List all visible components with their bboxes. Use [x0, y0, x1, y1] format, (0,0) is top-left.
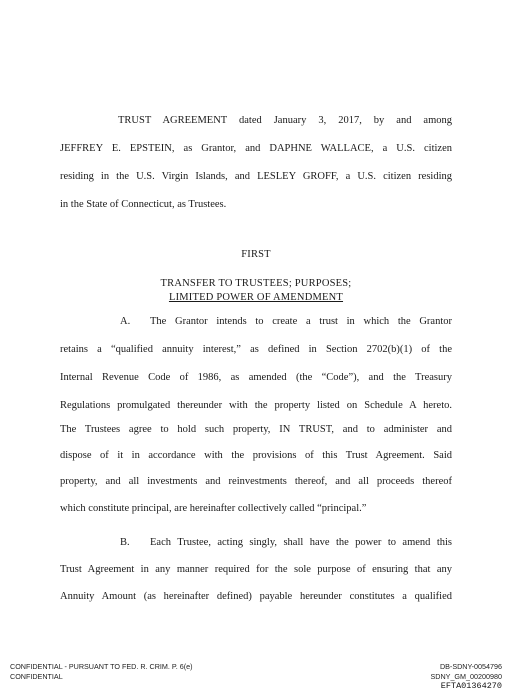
footer-right-line-2: SDNY_GM_00200980 [430, 672, 502, 681]
section-b-line-1: Each Trustee, acting singly, shall have the power to amend this [150, 537, 452, 548]
section-a-line-6: dispose of it in accordance with the provisions of this Trust Agreement. Said [60, 450, 452, 461]
section-a-line-2: retains a “qualified annuity interest,” as defined in Section 2702(b)(1) of the [60, 344, 452, 355]
preamble-line-4: in the State of Connecticut, as Trustees. [60, 199, 227, 210]
preamble-line-1: TRUST AGREEMENT dated January 3, 2017, by and among [118, 115, 452, 126]
article-title-line-2-text: LIMITED POWER OF AMENDMENT [168, 292, 344, 303]
footer-left-line-1: CONFIDENTIAL - PURSUANT TO FED. R. CRIM. P. 6(e) [10, 662, 193, 671]
section-b-line-3: Annuity Amount (as hereinafter defined) payable hereunder constitutes a qualified [60, 591, 452, 602]
section-a-line-7: property, and all investments and reinvestments thereof, and all proceeds thereof [60, 476, 452, 487]
section-a-line-3: Internal Revenue Code of 1986, as amended (the “Code”), and the Treasury [60, 372, 452, 383]
preamble-line-2: JEFFREY E. EPSTEIN, as Grantor, and DAPHNE WALLACE, a U.S. citizen [60, 143, 452, 154]
section-a-label: A. [120, 316, 131, 327]
section-a-line-1: The Grantor intends to create a trust in which the Grantor [150, 316, 452, 327]
bates-number: EFTA01364270 [440, 681, 502, 691]
article-title-line-1: TRANSFER TO TRUSTEES; PURPOSES; [160, 278, 352, 289]
preamble-line-3: residing in the U.S. Virgin Islands, and LESLEY GROFF, a U.S. citizen residing [60, 171, 452, 182]
section-a-line-5: The Trustees agree to hold such property, IN TRUST, and to administer and [60, 424, 452, 435]
article-title-line-2 [60, 291, 452, 304]
section-a-line-4: Regulations promulgated thereunder with the property listed on Schedule A hereto. [60, 400, 452, 411]
section-b-label: B. [120, 537, 130, 548]
footer-left-line-2: CONFIDENTIAL [10, 672, 63, 681]
section-b-line-2: Trust Agreement in any manner required for the sole purpose of ensuring that any [60, 564, 452, 575]
footer-right-line-1: DB-SDNY-0054796 [439, 662, 502, 671]
section-a-line-8: which constitute principal, are hereinafter collectively called “principal.” [60, 503, 367, 514]
article-number: FIRST [241, 249, 271, 260]
